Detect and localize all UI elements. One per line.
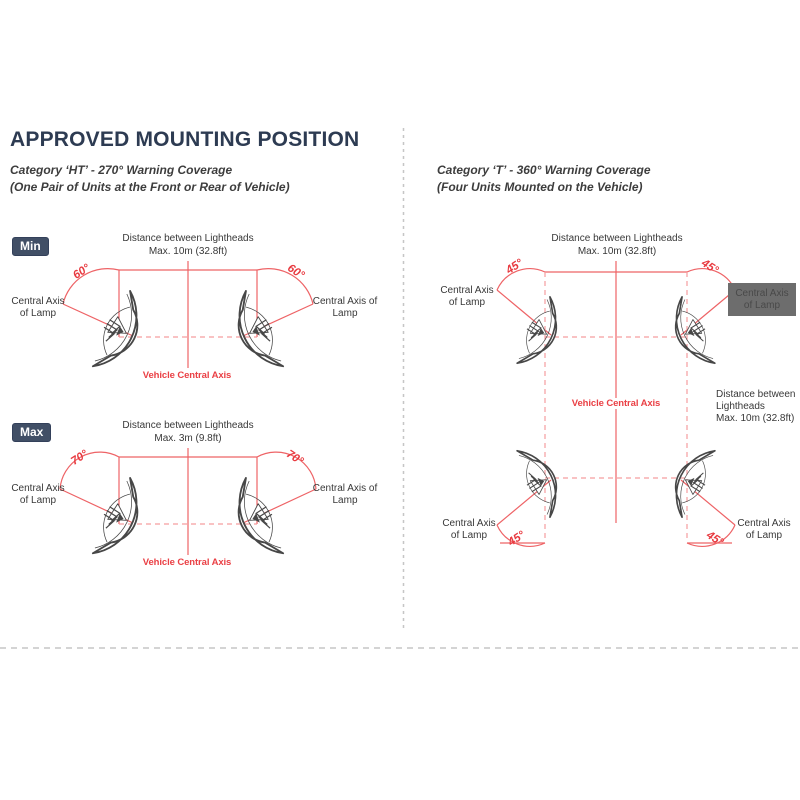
min-left-axis-label-line1: Central Axis: [11, 296, 65, 307]
t-top-left-axis-label-line1: Central Axis: [440, 285, 494, 296]
max-distance-label-line1: Distance between Lightheads: [122, 420, 254, 431]
page-title: APPROVED MOUNTING POSITION: [10, 128, 360, 151]
left-section-heading-line1: Category ‘HT’ - 270° Warning Coverage: [10, 163, 233, 177]
max-badge: Max: [12, 423, 51, 442]
right-section-heading-line1: Category ‘T’ - 360° Warning Coverage: [437, 163, 651, 177]
t-distance-top-label-line2: Max. 10m (32.8ft): [577, 246, 657, 257]
min-badge: Min: [12, 237, 49, 256]
min-right-angle-label: 60°: [285, 262, 307, 282]
t-bottom-right-angle-label: 45°: [704, 529, 726, 549]
max-left-angle-label: 70°: [69, 448, 91, 468]
min-left-axis-label-line2: of Lamp: [19, 308, 57, 319]
max-vehicle-central-axis-label: Vehicle Central Axis: [142, 557, 232, 568]
t-bottom-left-angle-label: 45°: [506, 529, 528, 549]
t-bottom-left-axis-label-line1: Central Axis: [442, 518, 496, 529]
min-right-axis-label-line1: Central Axis of: [312, 296, 378, 307]
max-right-angle-label: 70°: [284, 448, 306, 468]
min-vehicle-central-axis-label: Vehicle Central Axis: [142, 370, 232, 381]
t-bottom-right-axis-label-line2: of Lamp: [745, 530, 783, 541]
t-distance-right-label-line3: Max. 10m (32.8ft): [716, 413, 795, 424]
t-distance-right-label-line2: Lightheads: [716, 401, 765, 412]
right-section-heading-line2: (Four Units Mounted on the Vehicle): [437, 180, 643, 194]
t-bottom-right-axis-label-line1: Central Axis: [737, 518, 791, 529]
t-vehicle-central-axis-label: Vehicle Central Axis: [568, 398, 664, 409]
t-top-right-angle-label: 45°: [699, 257, 721, 277]
t-top-right-axis-label-line2: of Lamp: [743, 299, 781, 311]
t-distance-right-label-line1: Distance between: [716, 389, 796, 400]
t-top-right-axis-label-line1: Central Axis: [735, 287, 789, 299]
t-top-left-angle-label: 45°: [504, 257, 526, 277]
left-section-heading-line2: (One Pair of Units at the Front or Rear of Vehicle): [10, 180, 290, 194]
max-distance-label-line2: Max. 3m (9.8ft): [154, 433, 222, 444]
min-distance-label-line2: Max. 10m (32.8ft): [148, 246, 228, 257]
max-right-axis-label-line1: Central Axis of: [312, 483, 378, 494]
t-distance-top-label-line1: Distance between Lightheads: [551, 233, 683, 244]
max-right-axis-label-line2: Lamp: [332, 495, 358, 506]
t-bottom-left-axis-label-line2: of Lamp: [450, 530, 488, 541]
min-right-axis-label-line2: Lamp: [332, 308, 358, 319]
max-left-axis-label-line2: of Lamp: [19, 495, 57, 506]
min-left-angle-label: 60°: [71, 262, 93, 282]
min-distance-label-line1: Distance between Lightheads: [122, 233, 254, 244]
t-top-right-axis-label-highlighted: [728, 283, 796, 316]
t-top-left-axis-label-line2: of Lamp: [448, 297, 486, 308]
max-left-axis-label-line1: Central Axis: [11, 483, 65, 494]
